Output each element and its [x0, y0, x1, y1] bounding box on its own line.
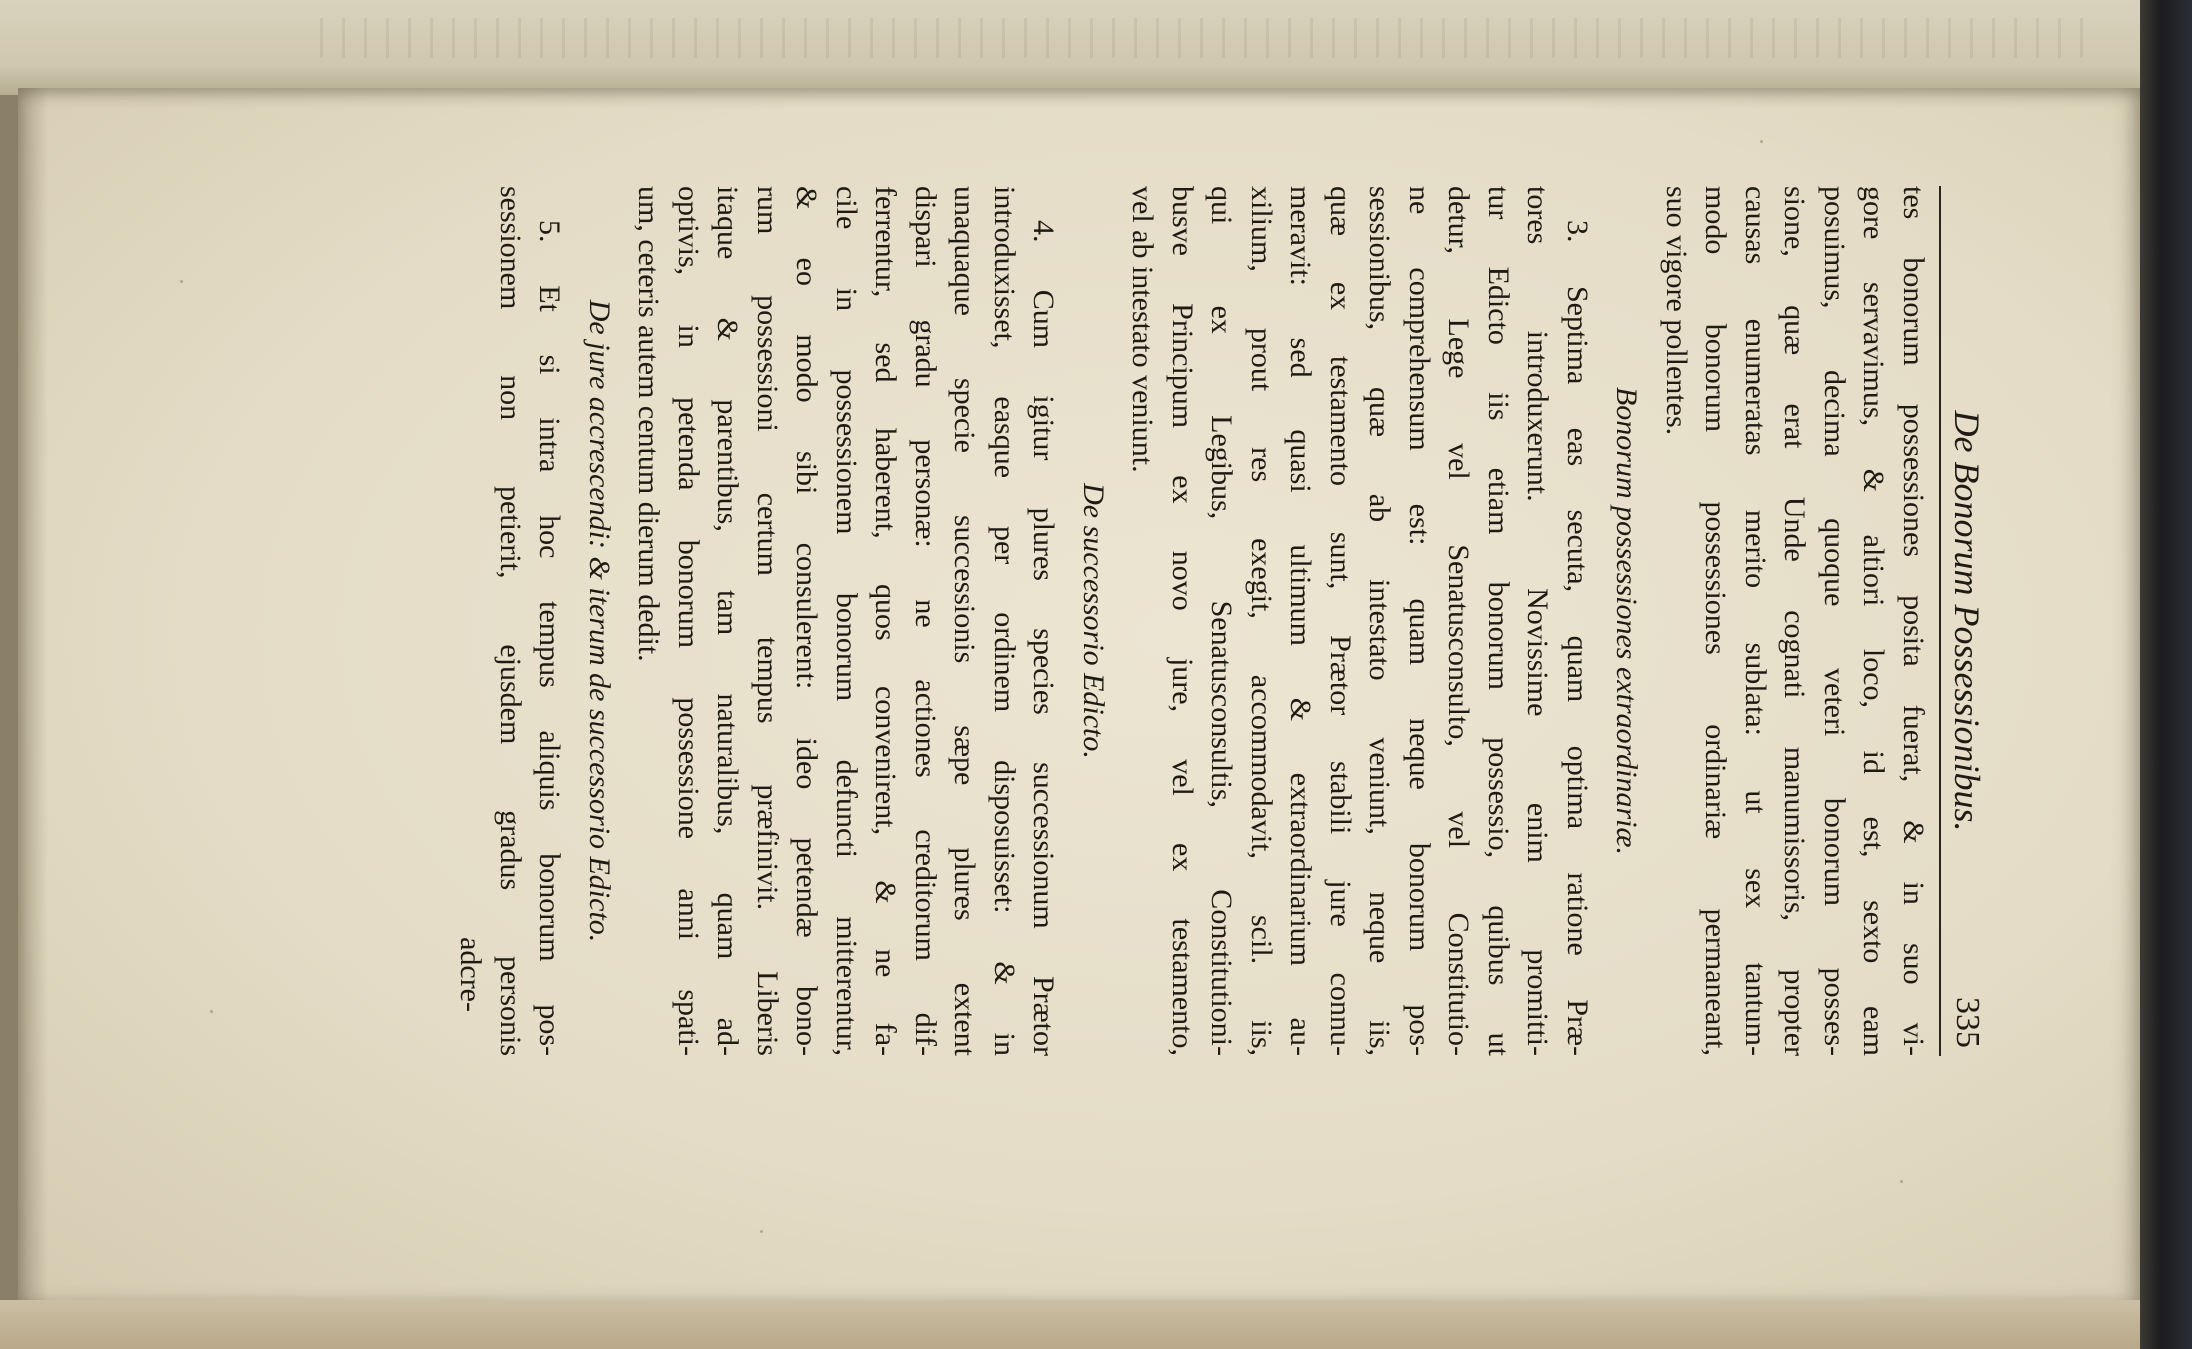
text-line: gore servavimus, & altiori loco, id est, sexto eam	[1857, 186, 1891, 1056]
text-line: dispari gradu personæ: ne actiones creditorum dif-	[909, 186, 942, 1056]
page-shadow	[18, 88, 48, 1303]
paragraph-4	[629, 186, 1064, 1056]
text-line: optivis, in petenda bonorum possessione anni spati-	[672, 186, 705, 1056]
paper-speck	[180, 280, 183, 283]
text-line: tur Edicto iis etiam bonorum possessio, quibus ut	[1482, 186, 1515, 1056]
paper-speck	[1760, 140, 1763, 143]
text-line: tes bonorum possessiones posita fuerat, & in suo vi-	[1897, 186, 1930, 1056]
paragraph-continuation	[1657, 186, 1934, 1056]
text-line: vel ab intestato veniunt.	[1126, 186, 1160, 473]
page-number: 335	[1949, 997, 1986, 1048]
text-line: cile in possessionem bonorum defuncti mitterentur,	[830, 186, 863, 1056]
bleed-through-text	[320, 18, 2100, 58]
section-heading: Bonorum possessiones extraordinariæ.	[1610, 386, 1644, 856]
text-line: introduxisset, easque per ordinem disposuisset: & in	[988, 186, 1021, 1056]
text-line: & eo modo sibi consulerent: ideo petendæ bono-	[790, 186, 824, 1056]
paper-speck	[210, 1010, 213, 1013]
text-line: sessionem non petierit, ejusdem gradus personis	[494, 186, 527, 1056]
text-line: itaque & parentibus, tam naturalibus, quam ad-	[711, 186, 745, 1056]
text-line: xilium, prout res exegit, accommodavit, scil. iis,	[1245, 186, 1278, 1056]
paper-speck	[760, 1230, 763, 1233]
text-line: detur, Lege vel Senatusconsulto, vel Constitutio-	[1442, 186, 1476, 1056]
section-heading: De jure accrescendi: & iterum de successorio Edicto.	[583, 299, 616, 943]
text-line: 3. Septima eas secuta, quam optima ratione Præ-	[1561, 220, 1594, 1056]
paper-speck	[1900, 1180, 1903, 1183]
text-line: 4. Cum igitur plures species successionum Prætor	[1027, 220, 1061, 1056]
text-line: sione, quæ erat Unde cognati manumissoris, propter	[1778, 186, 1812, 1056]
text-line: quæ ex testamento sunt, Prætor stabili jure connu-	[1324, 186, 1357, 1056]
text-line: tores introduxerunt. Novissime enim promitti-	[1521, 186, 1555, 1056]
text-line: sessionibus, quæ ab intestato veniunt, neque iis,	[1363, 186, 1397, 1056]
text-line: um, ceteris autem centum dierum dedit.	[632, 186, 666, 662]
text-line: causas enumeratas merito sublata: ut sex tantum-	[1739, 186, 1772, 1056]
page-title: De Bonorum Possessionibus.	[1947, 410, 1987, 832]
text-line: modo bonorum possessiones ordinariæ permaneant,	[1699, 186, 1733, 1056]
text-line: qui ex Legibus, Senatusconsultis, Constitutioni-	[1205, 186, 1239, 1056]
paragraph-3	[1123, 186, 1597, 1056]
text-line: rum possessioni certum tempus præfinivit. Liberis	[751, 186, 784, 1056]
text-line: posuimus, decima quoque veteri bonorum posses-	[1818, 186, 1851, 1056]
text-line: ferrentur, sed haberent, quos convenirent, & ne fa-	[869, 186, 903, 1056]
text-line: unaquaque specie successionis sæpe plures extent	[948, 186, 982, 1056]
page-text-block	[356, 186, 1991, 1056]
running-head	[1939, 186, 1991, 1056]
text-line: suo vigore pollentes.	[1660, 186, 1693, 436]
catchword: adcre-	[454, 937, 488, 1012]
facing-page-edge	[0, 0, 2192, 95]
text-line: ne comprehensum est: quam neque bonorum pos-	[1403, 186, 1436, 1056]
text-line: 5. Et si intra hoc tempus aliquis bonorum pos-	[533, 220, 567, 1056]
page-bottom-edge	[0, 1300, 2140, 1349]
text-line: meravit: sed quasi ultimum & extraordinarium au-	[1284, 186, 1318, 1056]
paragraph-5	[491, 186, 570, 1056]
book-binding	[2140, 0, 2192, 1349]
section-heading: De successorio Edicto.	[1077, 483, 1110, 759]
text-line: busve Principum ex novo jure, vel ex testamento,	[1166, 186, 1199, 1056]
